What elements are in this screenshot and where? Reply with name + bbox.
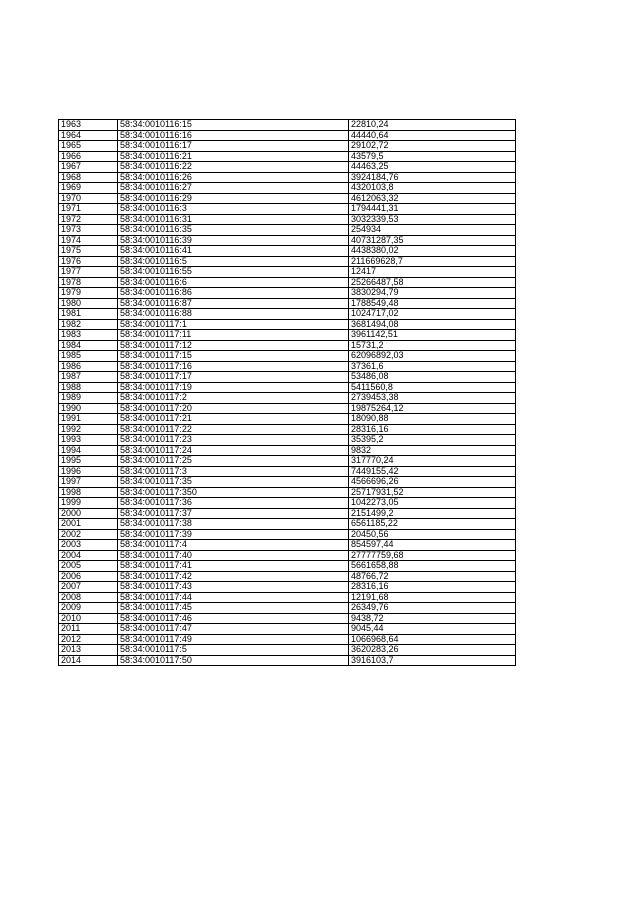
value-cell: 18090,88 <box>349 414 516 425</box>
value-cell: 40731287,35 <box>349 235 516 246</box>
row-number-cell: 1977 <box>59 267 118 278</box>
cadastral-number-cell: 58:34:0010117:15 <box>118 351 349 362</box>
row-number-cell: 1980 <box>59 298 118 309</box>
row-number-cell: 1975 <box>59 246 118 257</box>
value-cell: 37361,6 <box>349 361 516 372</box>
value-cell: 48766,72 <box>349 571 516 582</box>
table-row <box>59 351 516 362</box>
cadastral-number-cell: 58:34:0010117:45 <box>118 603 349 614</box>
value-cell: 4612063,32 <box>349 193 516 204</box>
row-number-cell: 1994 <box>59 445 118 456</box>
value-cell: 12191,68 <box>349 592 516 603</box>
table-row <box>59 298 516 309</box>
value-cell: 9832 <box>349 445 516 456</box>
table-row <box>59 550 516 561</box>
row-number-cell: 2012 <box>59 634 118 645</box>
table-row <box>59 592 516 603</box>
row-number-cell: 1965 <box>59 141 118 152</box>
table-row <box>59 603 516 614</box>
table-row <box>59 193 516 204</box>
value-cell: 44463,25 <box>349 162 516 173</box>
table-row <box>59 645 516 656</box>
cadastral-number-cell: 58:34:0010117:38 <box>118 519 349 530</box>
cadastral-number-cell: 58:34:0010116:39 <box>118 235 349 246</box>
value-cell: 35395,2 <box>349 435 516 446</box>
row-number-cell: 1984 <box>59 340 118 351</box>
cadastral-number-cell: 58:34:0010117:39 <box>118 529 349 540</box>
cadastral-number-cell: 58:34:0010117:350 <box>118 487 349 498</box>
row-number-cell: 1979 <box>59 288 118 299</box>
row-number-cell: 1967 <box>59 162 118 173</box>
table-row <box>59 414 516 425</box>
row-number-cell: 1964 <box>59 130 118 141</box>
cadastral-number-cell: 58:34:0010116:17 <box>118 141 349 152</box>
table-row <box>59 120 516 131</box>
cadastral-number-cell: 58:34:0010117:20 <box>118 403 349 414</box>
row-number-cell: 2001 <box>59 519 118 530</box>
table-row <box>59 634 516 645</box>
table-row <box>59 309 516 320</box>
cadastral-number-cell: 58:34:0010117:17 <box>118 372 349 383</box>
row-number-cell: 1987 <box>59 372 118 383</box>
value-cell: 854597,44 <box>349 540 516 551</box>
cadastral-number-cell: 58:34:0010117:1 <box>118 319 349 330</box>
table-row <box>59 498 516 509</box>
value-cell: 25717931,52 <box>349 487 516 498</box>
cadastral-number-cell: 58:34:0010117:25 <box>118 456 349 467</box>
table-row <box>59 141 516 152</box>
value-cell: 317770,24 <box>349 456 516 467</box>
cadastral-number-cell: 58:34:0010116:35 <box>118 225 349 236</box>
table-row <box>59 561 516 572</box>
row-number-cell: 2006 <box>59 571 118 582</box>
table-row <box>59 172 516 183</box>
cadastral-number-cell: 58:34:0010117:42 <box>118 571 349 582</box>
row-number-cell: 1972 <box>59 214 118 225</box>
value-cell: 29102,72 <box>349 141 516 152</box>
table-row <box>59 246 516 257</box>
cadastral-number-cell: 58:34:0010117:3 <box>118 466 349 477</box>
table-row <box>59 319 516 330</box>
row-number-cell: 1988 <box>59 382 118 393</box>
table-row <box>59 214 516 225</box>
cadastral-number-cell: 58:34:0010117:22 <box>118 424 349 435</box>
table-row <box>59 372 516 383</box>
cadastral-number-cell: 58:34:0010117:50 <box>118 655 349 666</box>
table-row <box>59 571 516 582</box>
table-row <box>59 508 516 519</box>
table-row <box>59 340 516 351</box>
table-row <box>59 162 516 173</box>
row-number-cell: 1998 <box>59 487 118 498</box>
table-row <box>59 540 516 551</box>
table-row <box>59 655 516 666</box>
cadastral-number-cell: 58:34:0010116:55 <box>118 267 349 278</box>
cadastral-number-cell: 58:34:0010117:47 <box>118 624 349 635</box>
value-cell: 20450,56 <box>349 529 516 540</box>
row-number-cell: 2010 <box>59 613 118 624</box>
value-cell: 3961142,51 <box>349 330 516 341</box>
row-number-cell: 1999 <box>59 498 118 509</box>
value-cell: 3681494,08 <box>349 319 516 330</box>
value-cell: 26349,76 <box>349 603 516 614</box>
value-cell: 12417 <box>349 267 516 278</box>
table-row <box>59 382 516 393</box>
cadastral-number-cell: 58:34:0010116:5 <box>118 256 349 267</box>
row-number-cell: 2000 <box>59 508 118 519</box>
value-cell: 1024717,02 <box>349 309 516 320</box>
cadastral-number-cell: 58:34:0010117:11 <box>118 330 349 341</box>
value-cell: 28316,16 <box>349 424 516 435</box>
table-row <box>59 204 516 215</box>
cadastral-number-cell: 58:34:0010117:5 <box>118 645 349 656</box>
value-cell: 6561185,22 <box>349 519 516 530</box>
cadastral-number-cell: 58:34:0010117:16 <box>118 361 349 372</box>
value-cell: 1788549,48 <box>349 298 516 309</box>
table-row <box>59 466 516 477</box>
table-row <box>59 519 516 530</box>
row-number-cell: 1973 <box>59 225 118 236</box>
row-number-cell: 1978 <box>59 277 118 288</box>
table-row <box>59 435 516 446</box>
value-cell: 4566696,26 <box>349 477 516 488</box>
cadastral-number-cell: 58:34:0010116:29 <box>118 193 349 204</box>
cadastral-number-cell: 58:34:0010117:46 <box>118 613 349 624</box>
table-row <box>59 225 516 236</box>
value-cell: 4438380,02 <box>349 246 516 257</box>
table-row <box>59 424 516 435</box>
row-number-cell: 1981 <box>59 309 118 320</box>
cadastral-number-cell: 58:34:0010116:22 <box>118 162 349 173</box>
row-number-cell: 1982 <box>59 319 118 330</box>
value-cell: 44440,64 <box>349 130 516 141</box>
value-cell: 1066968,64 <box>349 634 516 645</box>
row-number-cell: 2009 <box>59 603 118 614</box>
row-number-cell: 1970 <box>59 193 118 204</box>
row-number-cell: 1989 <box>59 393 118 404</box>
value-cell: 3620283,26 <box>349 645 516 656</box>
cadastral-number-cell: 58:34:0010117:41 <box>118 561 349 572</box>
table-row <box>59 456 516 467</box>
value-cell: 22810,24 <box>349 120 516 131</box>
table-row <box>59 151 516 162</box>
table-row <box>59 582 516 593</box>
cadastral-number-cell: 58:34:0010117:43 <box>118 582 349 593</box>
table-row <box>59 183 516 194</box>
value-cell: 2739453,38 <box>349 393 516 404</box>
table-body <box>59 120 516 666</box>
cadastral-number-cell: 58:34:0010117:37 <box>118 508 349 519</box>
value-cell: 3924184,76 <box>349 172 516 183</box>
value-cell: 25266487,58 <box>349 277 516 288</box>
cadastral-number-cell: 58:34:0010117:21 <box>118 414 349 425</box>
row-number-cell: 1968 <box>59 172 118 183</box>
row-number-cell: 1996 <box>59 466 118 477</box>
cadastral-number-cell: 58:34:0010117:44 <box>118 592 349 603</box>
table-row <box>59 235 516 246</box>
cadastral-number-cell: 58:34:0010117:19 <box>118 382 349 393</box>
table-row <box>59 403 516 414</box>
cadastral-number-cell: 58:34:0010117:24 <box>118 445 349 456</box>
row-number-cell: 1985 <box>59 351 118 362</box>
cadastral-number-cell: 58:34:0010116:3 <box>118 204 349 215</box>
row-number-cell: 2004 <box>59 550 118 561</box>
value-cell: 5661658,88 <box>349 561 516 572</box>
cadastral-number-cell: 58:34:0010117:35 <box>118 477 349 488</box>
table-row <box>59 613 516 624</box>
row-number-cell: 1995 <box>59 456 118 467</box>
table-row <box>59 477 516 488</box>
cadastral-number-cell: 58:34:0010116:6 <box>118 277 349 288</box>
cadastral-number-cell: 58:34:0010117:49 <box>118 634 349 645</box>
row-number-cell: 1966 <box>59 151 118 162</box>
row-number-cell: 1986 <box>59 361 118 372</box>
value-cell: 1794441,31 <box>349 204 516 215</box>
row-number-cell: 2002 <box>59 529 118 540</box>
cadastral-number-cell: 58:34:0010116:26 <box>118 172 349 183</box>
row-number-cell: 2007 <box>59 582 118 593</box>
value-cell: 4320103,8 <box>349 183 516 194</box>
row-number-cell: 2011 <box>59 624 118 635</box>
table-row <box>59 277 516 288</box>
value-cell: 5411560,8 <box>349 382 516 393</box>
value-cell: 53486,08 <box>349 372 516 383</box>
table-row <box>59 361 516 372</box>
cadastral-number-cell: 58:34:0010116:41 <box>118 246 349 257</box>
value-cell: 2151499,2 <box>349 508 516 519</box>
row-number-cell: 1993 <box>59 435 118 446</box>
table-row <box>59 487 516 498</box>
cadastral-number-cell: 58:34:0010117:2 <box>118 393 349 404</box>
row-number-cell: 2013 <box>59 645 118 656</box>
cadastral-number-cell: 58:34:0010116:86 <box>118 288 349 299</box>
value-cell: 28316,16 <box>349 582 516 593</box>
cadastral-number-cell: 58:34:0010116:16 <box>118 130 349 141</box>
row-number-cell: 2008 <box>59 592 118 603</box>
table-row <box>59 624 516 635</box>
cadastral-number-cell: 58:34:0010116:87 <box>118 298 349 309</box>
value-cell: 62096892,03 <box>349 351 516 362</box>
cadastral-number-cell: 58:34:0010116:21 <box>118 151 349 162</box>
cadastral-number-cell: 58:34:0010117:23 <box>118 435 349 446</box>
value-cell: 43579,5 <box>349 151 516 162</box>
value-cell: 254934 <box>349 225 516 236</box>
table-row <box>59 288 516 299</box>
cadastral-number-cell: 58:34:0010117:4 <box>118 540 349 551</box>
table-row <box>59 130 516 141</box>
data-table <box>58 119 516 666</box>
table-row <box>59 445 516 456</box>
row-number-cell: 2014 <box>59 655 118 666</box>
value-cell: 3830294,79 <box>349 288 516 299</box>
value-cell: 9438,72 <box>349 613 516 624</box>
cadastral-number-cell: 58:34:0010116:27 <box>118 183 349 194</box>
cadastral-number-cell: 58:34:0010117:12 <box>118 340 349 351</box>
row-number-cell: 1963 <box>59 120 118 131</box>
cadastral-number-cell: 58:34:0010116:31 <box>118 214 349 225</box>
row-number-cell: 1976 <box>59 256 118 267</box>
value-cell: 3916103,7 <box>349 655 516 666</box>
table-row <box>59 529 516 540</box>
row-number-cell: 1991 <box>59 414 118 425</box>
row-number-cell: 1983 <box>59 330 118 341</box>
row-number-cell: 1992 <box>59 424 118 435</box>
row-number-cell: 1969 <box>59 183 118 194</box>
table-row <box>59 330 516 341</box>
cadastral-number-cell: 58:34:0010117:36 <box>118 498 349 509</box>
row-number-cell: 1990 <box>59 403 118 414</box>
value-cell: 211669628,7 <box>349 256 516 267</box>
cadastral-number-cell: 58:34:0010116:88 <box>118 309 349 320</box>
value-cell: 9045,44 <box>349 624 516 635</box>
value-cell: 27777759,68 <box>349 550 516 561</box>
value-cell: 1042273,05 <box>349 498 516 509</box>
value-cell: 3032339,53 <box>349 214 516 225</box>
table-row <box>59 267 516 278</box>
cadastral-number-cell: 58:34:0010116:15 <box>118 120 349 131</box>
row-number-cell: 2005 <box>59 561 118 572</box>
value-cell: 15731,2 <box>349 340 516 351</box>
table-row <box>59 393 516 404</box>
row-number-cell: 2003 <box>59 540 118 551</box>
row-number-cell: 1971 <box>59 204 118 215</box>
row-number-cell: 1974 <box>59 235 118 246</box>
value-cell: 7449155,42 <box>349 466 516 477</box>
table-row <box>59 256 516 267</box>
value-cell: 19875264,12 <box>349 403 516 414</box>
cadastral-number-cell: 58:34:0010117:40 <box>118 550 349 561</box>
row-number-cell: 1997 <box>59 477 118 488</box>
